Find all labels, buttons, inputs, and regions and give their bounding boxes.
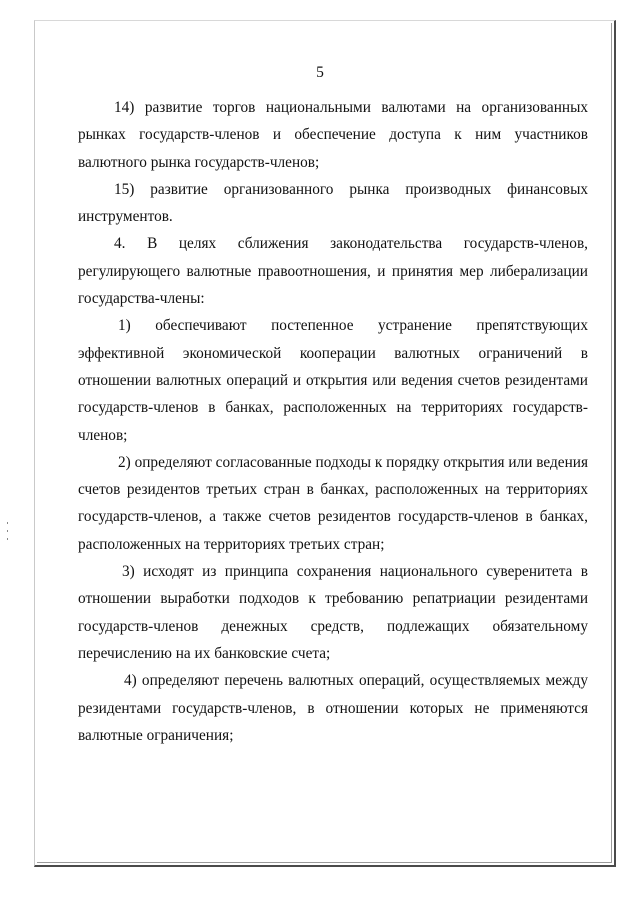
- paragraph-subitem-4: 4) определяют перечень валютных операций, осуществляемых между резидентами государств-членов, в отношении которых не применяются валютные ограничения;: [78, 672, 588, 744]
- scan-speck: [7, 538, 8, 540]
- paragraph-subitem-3: 3) исходят из принципа сохранения национального суверенитета в отношении выработки подходов к требованию репатриации резидентами государств-членов денежных средств, подлежащих обязательному перечислению на их банковские счета;: [78, 563, 588, 662]
- paragraph-item-14: 14) развитие торгов национальными валютами на организованных рынках государств-членов и обеспечение доступа к ним участников валютного рынка государств-членов;: [78, 99, 588, 171]
- paragraph-subitem-2: 2) определяют согласованные подходы к порядку открытия или ведения счетов резидентов третьих стран в банках, расположенных на территориях государств-членов, а также счетов резидентов государств-членов в банках, расположенных на территориях третьих стран;: [78, 453, 588, 553]
- paragraph-subitem-1: 1) обеспечивают постепенное устранение препятствующих эффективной экономической кооперации валютных ограничений в отношении валютных операций и открытия или ведения счетов резидентами государств-членов в банках, расположенных на территориях государств-членов;: [78, 317, 588, 444]
- scan-speck: [7, 522, 8, 524]
- page-number: 5: [316, 64, 324, 81]
- document-body: [78, 94, 588, 749]
- paragraph-item-15: 15) развитие организованного рынка производных финансовых инструментов.: [78, 180, 588, 226]
- paragraph-section-4: 4. В целях сближения законодательства государств-членов, регулирующего валютные правоотношения, и принятия мер либерализации государства-члены:: [78, 235, 588, 308]
- scan-speck: [7, 530, 8, 532]
